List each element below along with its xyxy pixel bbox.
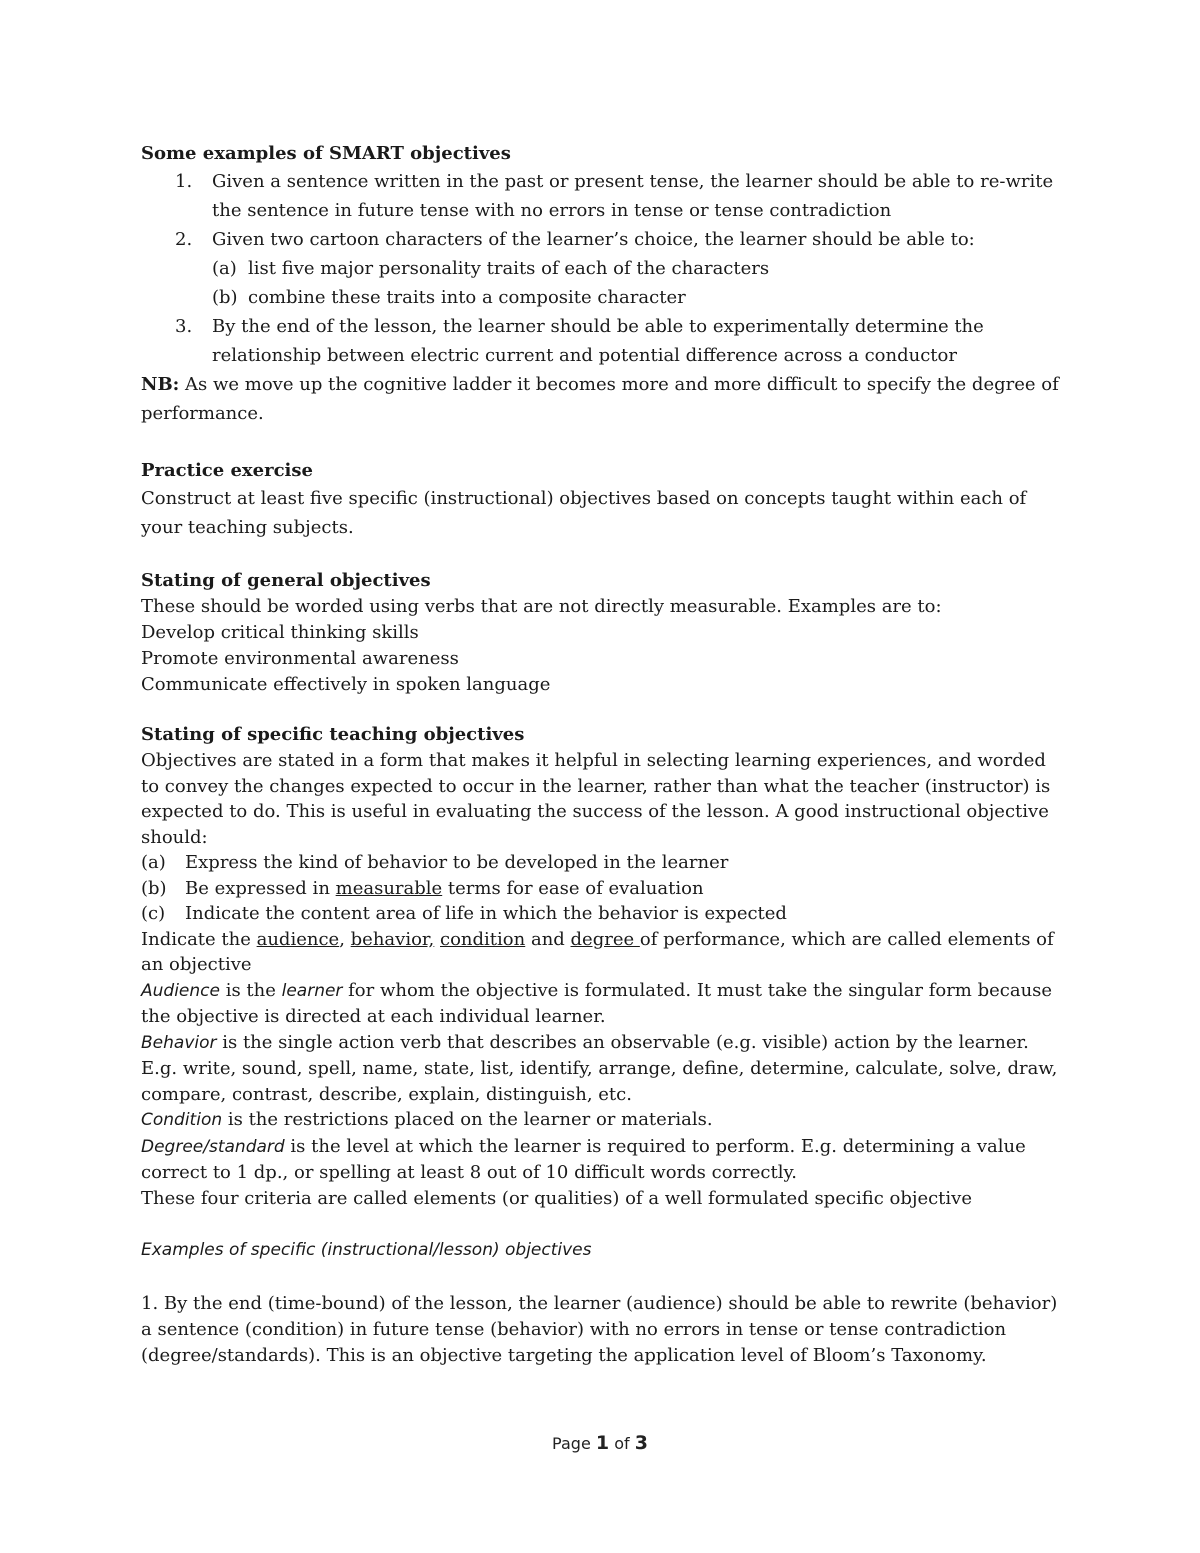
behavior-definition: Behavior is the single action verb that describes an observable (e.g. visible) action by the learner. E.g. write, sound, spell, name, state, list, identify, arrange, define, determine, calculate, solve, draw, compare, contrast, describe, explain, distinguish, etc. <box>141 1031 1058 1105</box>
practice-text: Construct at least five specific (instructional) objectives based on concepts taught within each of your teaching subjects. <box>141 488 1027 538</box>
smart-list <box>141 167 1061 370</box>
quality-list <box>141 850 1061 927</box>
examples-heading: Examples of specific (instructional/lesson) objectives <box>141 1240 592 1260</box>
practice-heading: Practice exercise <box>141 460 313 481</box>
degree-definition: Degree/standard is the level at which the learner is required to perform. E.g. determining a value correct to 1 dp., or spelling at least 8 out of 10 difficult words correctly. <box>141 1135 1026 1183</box>
condition-definition: Condition is the restrictions placed on the learner or materials. <box>141 1109 713 1130</box>
general-example: Communicate effectively in spoken language <box>141 674 551 695</box>
list-item: (b) Be expressed in measurable terms for ease of evaluation <box>141 877 704 899</box>
criteria-text: These four criteria are called elements (or qualities) of a well formulated specific objective <box>141 1187 972 1209</box>
general-intro: These should be worded using verbs that are not directly measurable. Examples are to: <box>141 596 942 617</box>
list-item: 2. Given two cartoon characters of the learner’s choice, the learner should be able to: (a) list five major personality traits of each of the characters (b) combine these traits into a composite character <box>141 225 1061 312</box>
list-item: (a) Express the kind of behavior to be developed in the learner <box>141 852 729 873</box>
general-example: Develop critical thinking skills <box>141 622 419 643</box>
sub-item: (a) list five major personality traits of each of the characters <box>212 258 770 279</box>
specific-intro: Objectives are stated in a form that makes it helpful in selecting learning experiences, and worded to convey the changes expected to occur in the learner, rather than what the teacher (instructor) is expected to do. This is useful in evaluating the success of the lesson. A good instructional objective should: <box>141 750 1051 848</box>
example-item: 1. By the end (time-bound) of the lesson, the learner (audience) should be able to rewrite (behavior) a sentence (condition) in future tense (behavior) with no errors in tense or tense contradiction (degree/standards). This is an objective targeting the application level of Bloom’s Taxonomy. <box>141 1293 1058 1366</box>
page-content <box>141 141 1061 1369</box>
page-footer: Page 1 of 3 <box>552 1432 648 1454</box>
list-item: 1. Given a sentence written in the past or present tense, the learner should be able to re-write the sentence in future tense with no errors in tense or tense contradiction <box>175 171 1054 221</box>
general-example: Promote environmental awareness <box>141 648 459 669</box>
general-heading: Stating of general objectives <box>141 570 431 591</box>
nb-note: NB: As we move up the cognitive ladder it becomes more and more difficult to specify the degree of performance. <box>141 374 1059 424</box>
sub-item: (b) combine these traits into a composite character <box>212 287 686 308</box>
list-item: (c) Indicate the content area of life in which the behavior is expected <box>141 903 787 924</box>
smart-heading: Some examples of SMART objectives <box>141 143 511 164</box>
list-item: 3. By the end of the lesson, the learner should be able to experimentally determine the relationship between electric current and potential difference across a conductor <box>175 316 984 366</box>
specific-heading: Stating of specific teaching objectives <box>141 724 525 745</box>
audience-definition: Audience is the learner for whom the objective is formulated. It must take the singular form because the objective is directed at each individual learner. <box>141 979 1053 1027</box>
elements-line: Indicate the audience, behavior, condition and degree of performance, which are called elements of an objective <box>141 928 1054 975</box>
